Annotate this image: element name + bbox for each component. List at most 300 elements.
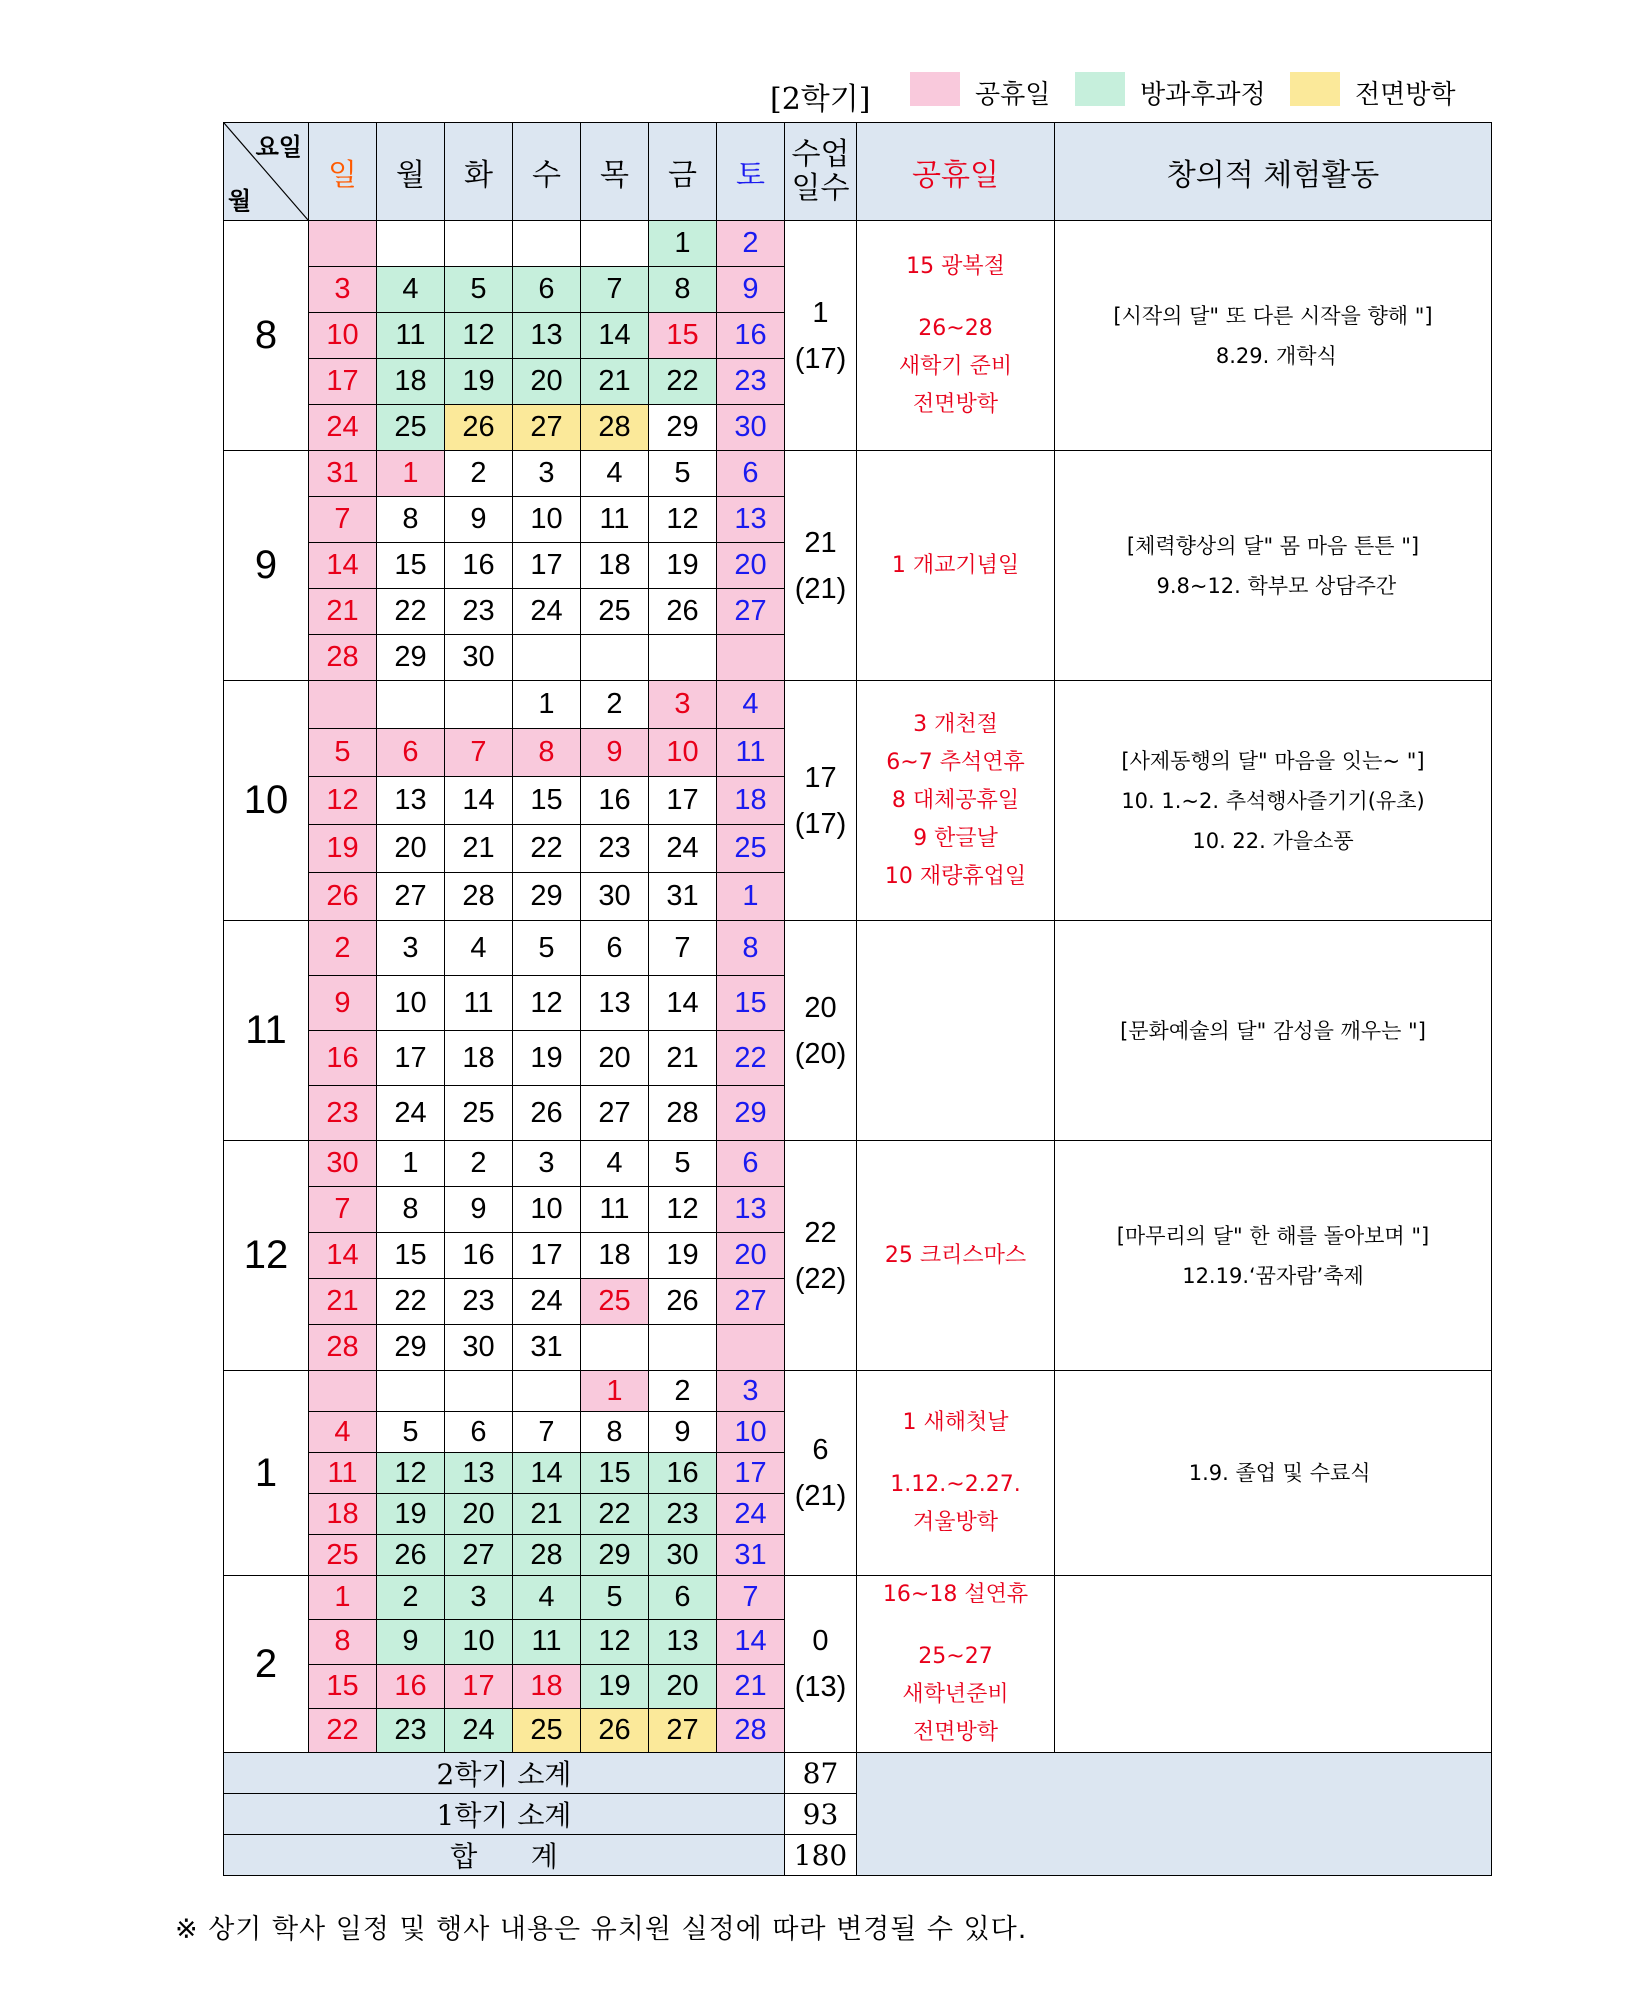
- day-cell: 2: [445, 1141, 513, 1187]
- holiday-line: 16~18 설연휴: [882, 1582, 1029, 1607]
- month-label: 8: [224, 221, 309, 451]
- day-cell: 23: [717, 359, 785, 405]
- day-cell: 3: [513, 1141, 581, 1187]
- school-days-cumulative: (22): [794, 1262, 847, 1295]
- day-cell: 13: [377, 777, 445, 825]
- day-cell: 1: [309, 1576, 377, 1620]
- activity-line: [체력향상의 달" 몸 마음 튼튼 "]: [1126, 533, 1420, 558]
- day-cell: 8: [513, 729, 581, 777]
- day-cell: 29: [717, 1086, 785, 1141]
- day-cell: 13: [581, 976, 649, 1031]
- day-cell: 26: [513, 1086, 581, 1141]
- day-cell: 21: [309, 1279, 377, 1325]
- day-cell: 16: [445, 543, 513, 589]
- day-cell: 23: [581, 825, 649, 873]
- day-cell: [309, 221, 377, 267]
- day-cell: 9: [309, 976, 377, 1031]
- day-cell: 20: [445, 1494, 513, 1535]
- week-row: [224, 1371, 1492, 1412]
- activity-line: 12.19.‘꿈자람’축제: [1182, 1263, 1364, 1288]
- day-cell: 27: [649, 1708, 717, 1752]
- school-days-count: 6: [812, 1434, 829, 1466]
- day-cell: 4: [581, 451, 649, 497]
- day-cell: 10: [445, 1620, 513, 1664]
- day-cell: 18: [445, 1031, 513, 1086]
- day-cell: 26: [649, 1279, 717, 1325]
- day-cell: 13: [513, 313, 581, 359]
- holiday-line: 1.12.~2.27.: [890, 1472, 1021, 1497]
- day-cell: 18: [377, 359, 445, 405]
- day-cell: 23: [445, 1279, 513, 1325]
- day-cell: 6: [581, 921, 649, 976]
- holiday-line: 9 한글날: [913, 825, 998, 851]
- weekday-fri: 금: [649, 123, 717, 221]
- day-cell: 14: [513, 1453, 581, 1494]
- day-cell: 28: [309, 1325, 377, 1371]
- day-cell: 11: [309, 1453, 377, 1494]
- day-cell: 2: [717, 221, 785, 267]
- day-cell: 20: [717, 1233, 785, 1279]
- activity-line: [마무리의 달" 한 해를 돌아보며 "]: [1116, 1223, 1430, 1248]
- day-cell: 18: [581, 1233, 649, 1279]
- day-cell: 12: [513, 976, 581, 1031]
- day-cell: 27: [445, 1535, 513, 1576]
- holiday-line: 전면방학: [912, 391, 998, 417]
- day-cell: 25: [717, 825, 785, 873]
- day-cell: 19: [445, 359, 513, 405]
- day-cell: 15: [513, 777, 581, 825]
- subtotal-label: 합 계: [224, 1835, 785, 1876]
- day-cell: 1: [377, 451, 445, 497]
- day-cell: 8: [377, 497, 445, 543]
- school-days-count: 20: [804, 991, 837, 1024]
- weekday-tue: 화: [445, 123, 513, 221]
- corner-month-label: 월: [228, 187, 252, 215]
- holiday-line: 1 개교기념일: [891, 552, 1020, 578]
- day-cell: 26: [649, 589, 717, 635]
- day-cell: [309, 681, 377, 729]
- afterschool-legend-label: 방과후과정: [1140, 80, 1266, 110]
- month-label: 11: [224, 921, 309, 1141]
- holiday-line: 3 개천절: [913, 711, 998, 737]
- day-cell: 22: [309, 1708, 377, 1752]
- day-cell: 13: [649, 1620, 717, 1664]
- day-cell: 30: [649, 1535, 717, 1576]
- activity-line: 1.9. 졸업 및 수료식: [1175, 1461, 1371, 1485]
- day-cell: 22: [581, 1494, 649, 1535]
- day-cell: 3: [649, 681, 717, 729]
- day-cell: 27: [717, 1279, 785, 1325]
- weekday-sat: 토: [717, 123, 785, 221]
- day-cell: 4: [377, 267, 445, 313]
- day-cell: 19: [309, 825, 377, 873]
- day-cell: 6: [649, 1576, 717, 1620]
- day-cell: 24: [377, 1086, 445, 1141]
- day-cell: 26: [581, 1708, 649, 1752]
- day-cell: 7: [717, 1576, 785, 1620]
- holiday-line: 1 새해첫날: [902, 1410, 1009, 1435]
- day-cell: [445, 221, 513, 267]
- day-cell: 13: [717, 497, 785, 543]
- weekday-thu: 목: [581, 123, 649, 221]
- holiday-line: 10 재량휴업일: [884, 863, 1027, 889]
- day-cell: 8: [377, 1187, 445, 1233]
- day-cell: 3: [717, 1371, 785, 1412]
- day-cell: [717, 635, 785, 681]
- day-cell: [377, 221, 445, 267]
- day-cell: 28: [445, 873, 513, 921]
- day-cell: 28: [309, 635, 377, 681]
- day-cell: 10: [377, 976, 445, 1031]
- day-cell: 27: [581, 1086, 649, 1141]
- day-cell: 4: [309, 1412, 377, 1453]
- day-cell: 6: [717, 1141, 785, 1187]
- day-cell: 12: [445, 313, 513, 359]
- school-days-cell: [785, 1141, 857, 1371]
- day-cell: 21: [309, 589, 377, 635]
- day-cell: 17: [377, 1031, 445, 1086]
- holiday-legend-label: 공휴일: [975, 80, 1051, 110]
- day-cell: 5: [445, 267, 513, 313]
- day-cell: 7: [309, 1187, 377, 1233]
- holiday-line: 전면방학: [912, 1720, 998, 1745]
- day-cell: 30: [581, 873, 649, 921]
- holiday-line: [857, 1614, 1054, 1638]
- week-row: [224, 1576, 1492, 1620]
- activities-cell: [1055, 921, 1492, 1141]
- day-cell: 14: [309, 543, 377, 589]
- school-days-cumulative: (17): [794, 342, 847, 375]
- activity-line: 10. 22. 가을소풍: [1192, 828, 1354, 853]
- activities-cell: [1055, 221, 1492, 451]
- holiday-line: [857, 286, 1054, 310]
- day-cell: 11: [581, 497, 649, 543]
- day-cell: 23: [445, 589, 513, 635]
- day-cell: [309, 1371, 377, 1412]
- day-cell: 11: [717, 729, 785, 777]
- month-label: 12: [224, 1141, 309, 1371]
- day-cell: 29: [649, 405, 717, 451]
- holidays-cell: [857, 1141, 1055, 1371]
- holidays-cell: [857, 1576, 1055, 1753]
- school-days-count: 0: [812, 1625, 829, 1657]
- day-cell: 5: [649, 1141, 717, 1187]
- activity-line: [문화예술의 달" 감성을 깨우는 "]: [1120, 1018, 1426, 1043]
- day-cell: 17: [309, 359, 377, 405]
- day-cell: 30: [717, 405, 785, 451]
- day-cell: 22: [377, 1279, 445, 1325]
- day-cell: 29: [581, 1535, 649, 1576]
- day-cell: 28: [513, 1535, 581, 1576]
- day-cell: 9: [445, 1187, 513, 1233]
- weekday-mon: 월: [377, 123, 445, 221]
- activity-line: 10. 1.~2. 추석행사즐기기(유초): [1121, 788, 1425, 813]
- weekday-wed: 수: [513, 123, 581, 221]
- day-cell: 30: [309, 1141, 377, 1187]
- activity-line: [사제동행의 달" 마음을 잇는~ "]: [1121, 748, 1425, 773]
- school-days-cell: [785, 681, 857, 921]
- day-cell: 8: [717, 921, 785, 976]
- holidays-cell: [857, 921, 1055, 1141]
- header-row: [224, 123, 1492, 221]
- holiday-line: [857, 1442, 1054, 1466]
- day-cell: 29: [513, 873, 581, 921]
- day-cell: 21: [581, 359, 649, 405]
- day-cell: 26: [309, 873, 377, 921]
- school-days-cumulative: (17): [794, 807, 847, 840]
- day-cell: 28: [717, 1708, 785, 1752]
- day-cell: 16: [445, 1233, 513, 1279]
- day-cell: 9: [649, 1412, 717, 1453]
- day-cell: 20: [717, 543, 785, 589]
- day-cell: 1: [649, 221, 717, 267]
- day-cell: 13: [445, 1453, 513, 1494]
- day-cell: 31: [649, 873, 717, 921]
- day-cell: 23: [377, 1708, 445, 1752]
- day-cell: 5: [377, 1412, 445, 1453]
- day-cell: [513, 221, 581, 267]
- day-cell: 24: [309, 405, 377, 451]
- day-cell: 12: [377, 1453, 445, 1494]
- week-row: [224, 921, 1492, 976]
- day-cell: 16: [377, 1664, 445, 1708]
- activity-line: 9.8~12. 학부모 상담주간: [1149, 573, 1397, 598]
- day-cell: 5: [513, 921, 581, 976]
- day-cell: 29: [377, 1325, 445, 1371]
- calendar-table: [223, 122, 1492, 1876]
- vacation-swatch: [1290, 72, 1340, 106]
- day-cell: 12: [581, 1620, 649, 1664]
- day-cell: 9: [445, 497, 513, 543]
- day-cell: 24: [717, 1494, 785, 1535]
- day-cell: 14: [649, 976, 717, 1031]
- day-cell: 2: [445, 451, 513, 497]
- day-cell: 10: [717, 1412, 785, 1453]
- day-cell: 27: [513, 405, 581, 451]
- day-cell: 4: [445, 921, 513, 976]
- day-cell: 9: [717, 267, 785, 313]
- day-cell: 20: [581, 1031, 649, 1086]
- week-row: [224, 1141, 1492, 1187]
- day-cell: 16: [309, 1031, 377, 1086]
- day-cell: 16: [649, 1453, 717, 1494]
- day-cell: 12: [649, 497, 717, 543]
- day-cell: 4: [581, 1141, 649, 1187]
- week-row: [224, 681, 1492, 729]
- day-cell: 18: [581, 543, 649, 589]
- day-cell: 19: [581, 1664, 649, 1708]
- day-cell: [513, 1371, 581, 1412]
- holiday-swatch: [910, 72, 960, 106]
- day-cell: 10: [649, 729, 717, 777]
- day-cell: 5: [581, 1576, 649, 1620]
- day-cell: [581, 635, 649, 681]
- day-cell: 25: [309, 1535, 377, 1576]
- day-cell: 8: [649, 267, 717, 313]
- day-cell: 15: [717, 976, 785, 1031]
- day-cell: 15: [581, 1453, 649, 1494]
- day-cell: 17: [445, 1664, 513, 1708]
- activities-cell: [1055, 1141, 1492, 1371]
- day-cell: 11: [377, 313, 445, 359]
- month-label: 10: [224, 681, 309, 921]
- day-cell: 16: [717, 313, 785, 359]
- day-cell: 7: [445, 729, 513, 777]
- day-cell: 29: [377, 635, 445, 681]
- day-cell: 6: [377, 729, 445, 777]
- day-cell: 21: [513, 1494, 581, 1535]
- day-cell: 6: [717, 451, 785, 497]
- day-cell: 14: [717, 1620, 785, 1664]
- day-cell: 23: [309, 1086, 377, 1141]
- day-cell: 27: [377, 873, 445, 921]
- subtotal-value: 180: [785, 1835, 857, 1876]
- day-cell: 17: [513, 1233, 581, 1279]
- subtotal-label: 1학기 소계: [224, 1794, 785, 1835]
- school-days-cumulative: (13): [794, 1671, 847, 1703]
- footnote: ※ 상기 학사 일정 및 행사 내용은 유치원 실정에 따라 변경될 수 있다.: [175, 1914, 1028, 1945]
- day-cell: 7: [513, 1412, 581, 1453]
- day-cell: [649, 635, 717, 681]
- day-cell: 28: [649, 1086, 717, 1141]
- afterschool-swatch: [1075, 72, 1125, 106]
- holidays-cell: [857, 681, 1055, 921]
- day-cell: 1: [581, 1371, 649, 1412]
- day-cell: 2: [649, 1371, 717, 1412]
- day-cell: 19: [649, 1233, 717, 1279]
- day-cell: [581, 221, 649, 267]
- day-cell: 25: [581, 589, 649, 635]
- activity-line: [시작의 달" 또 다른 시작을 향해 "]: [1113, 303, 1433, 328]
- holidays-cell: [857, 1371, 1055, 1576]
- day-cell: 31: [717, 1535, 785, 1576]
- day-cell: 30: [445, 635, 513, 681]
- day-cell: 21: [445, 825, 513, 873]
- day-cell: 18: [513, 1664, 581, 1708]
- day-cell: 15: [309, 1664, 377, 1708]
- day-cell: 8: [581, 1412, 649, 1453]
- day-cell: 10: [513, 497, 581, 543]
- school-days-count: 22: [804, 1216, 837, 1249]
- day-cell: 24: [445, 1708, 513, 1752]
- day-cell: 31: [513, 1325, 581, 1371]
- day-cell: [717, 1325, 785, 1371]
- school-days-cell: [785, 1576, 857, 1753]
- subtotal-value: 93: [785, 1794, 857, 1835]
- day-cell: 3: [513, 451, 581, 497]
- school-days-cumulative: (21): [794, 1480, 847, 1512]
- day-cell: 22: [717, 1031, 785, 1086]
- day-cell: 17: [649, 777, 717, 825]
- day-cell: 14: [445, 777, 513, 825]
- holiday-line: 새학년준비: [902, 1682, 1009, 1707]
- holidays-header: 공휴일: [857, 123, 1055, 221]
- day-cell: 13: [717, 1187, 785, 1233]
- vacation-legend-label: 전면방학: [1355, 80, 1456, 110]
- day-cell: 7: [309, 497, 377, 543]
- day-cell: 10: [513, 1187, 581, 1233]
- day-cell: 3: [377, 921, 445, 976]
- activities-header: 창의적 체험활동: [1055, 123, 1492, 221]
- legend: [0, 70, 1642, 117]
- day-cell: [513, 635, 581, 681]
- month-label: 2: [224, 1576, 309, 1753]
- day-cell: 4: [513, 1576, 581, 1620]
- day-cell: 19: [377, 1494, 445, 1535]
- school-days-cell: [785, 921, 857, 1141]
- day-cell: 24: [513, 589, 581, 635]
- week-row: [224, 221, 1492, 267]
- activities-cell: [1055, 681, 1492, 921]
- school-days-cell: [785, 221, 857, 451]
- corner-day-label: 요일: [255, 133, 302, 161]
- day-cell: 6: [513, 267, 581, 313]
- day-cell: 5: [649, 451, 717, 497]
- day-cell: 25: [377, 405, 445, 451]
- day-cell: 19: [649, 543, 717, 589]
- day-cell: 21: [649, 1031, 717, 1086]
- day-cell: 9: [581, 729, 649, 777]
- day-cell: 24: [649, 825, 717, 873]
- day-cell: 19: [513, 1031, 581, 1086]
- day-cell: [581, 1325, 649, 1371]
- calendar-body: [224, 221, 1492, 1876]
- day-cell: 25: [445, 1086, 513, 1141]
- subtotal-label: 2학기 소계: [224, 1753, 785, 1794]
- holiday-line: 25 크리스마스: [884, 1242, 1027, 1268]
- day-cell: 22: [649, 359, 717, 405]
- school-days-count: 17: [804, 761, 837, 794]
- activity-line: 8.29. 개학식: [1209, 343, 1337, 368]
- day-cell: 16: [581, 777, 649, 825]
- day-cell: 5: [309, 729, 377, 777]
- month-label: 9: [224, 451, 309, 681]
- day-cell: 12: [309, 777, 377, 825]
- subtotal-row: [224, 1753, 1492, 1794]
- week-row: [224, 451, 1492, 497]
- day-cell: 30: [445, 1325, 513, 1371]
- day-cell: 8: [309, 1620, 377, 1664]
- day-cell: 14: [309, 1233, 377, 1279]
- day-cell: 7: [649, 921, 717, 976]
- day-cell: [377, 1371, 445, 1412]
- day-cell: 6: [445, 1412, 513, 1453]
- day-cell: 25: [581, 1279, 649, 1325]
- day-cell: 1: [513, 681, 581, 729]
- day-cell: 26: [445, 405, 513, 451]
- holiday-line: 8 대체공휴일: [891, 787, 1020, 813]
- holidays-cell: [857, 451, 1055, 681]
- day-cell: 12: [649, 1187, 717, 1233]
- holiday-line: 26~28: [918, 315, 993, 341]
- day-cell: 1: [717, 873, 785, 921]
- day-cell: 3: [445, 1576, 513, 1620]
- day-cell: 4: [717, 681, 785, 729]
- day-cell: 15: [377, 1233, 445, 1279]
- day-cell: 2: [309, 921, 377, 976]
- month-label: 1: [224, 1371, 309, 1576]
- holiday-line: 겨울방학: [912, 1510, 998, 1535]
- day-cell: 9: [377, 1620, 445, 1664]
- day-cell: 22: [377, 589, 445, 635]
- day-cell: 20: [377, 825, 445, 873]
- day-cell: [445, 1371, 513, 1412]
- activities-cell: [1055, 451, 1492, 681]
- day-cell: 25: [513, 1708, 581, 1752]
- day-cell: 17: [717, 1453, 785, 1494]
- day-cell: 2: [377, 1576, 445, 1620]
- day-cell: 10: [309, 313, 377, 359]
